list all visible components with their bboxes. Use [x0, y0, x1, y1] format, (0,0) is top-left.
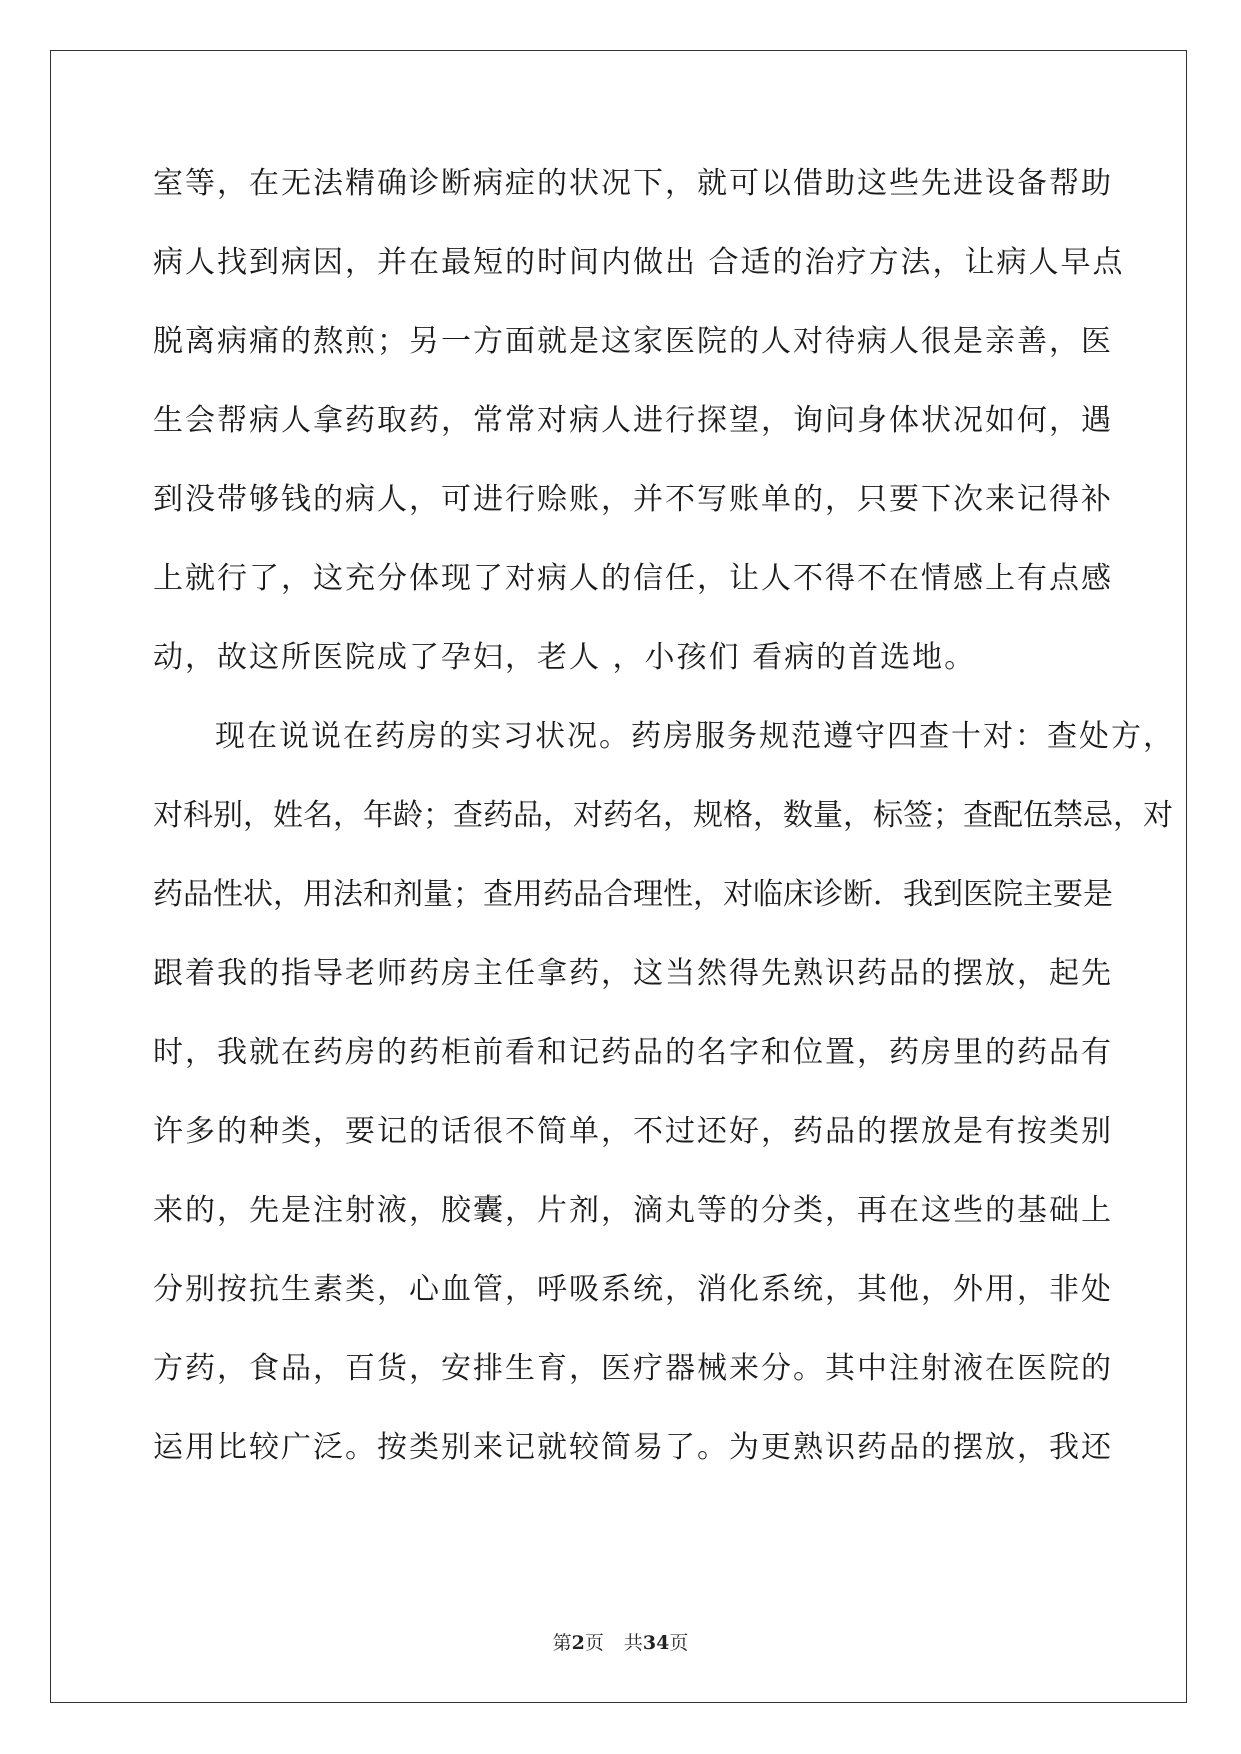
text-line: 到没带够钱的病人，可进行赊账，并不写账单的，只要下次来记得补 [153, 482, 1113, 517]
page-number: 2 [571, 1632, 585, 1654]
text-line: 脱离病痛的熬煎；另一方面就是这家医院的人对待病人很是亲善，医 [153, 324, 1113, 359]
text-line: 上就行了，这充分体现了对病人的信任，让人不得不在情感上有点感 [153, 561, 1113, 596]
footer-total-prefix: 共 [623, 1632, 643, 1654]
text-line: 时，我就在药房的药柜前看和记药品的名字和位置，药房里的药品有 [153, 1035, 1113, 1070]
footer-page-suffix: 页 [584, 1632, 604, 1654]
footer-total-suffix: 页 [669, 1632, 689, 1654]
text-line: 药品性状，用法和剂量；查用药品合理性，对临床诊断．我到医院主要是 [153, 877, 1113, 912]
text-line: 方药，食品，百货，安排生育，医疗器械来分。其中注射液在医院的 [153, 1351, 1113, 1386]
text-line: 动，故这所医院成了孕妇，老人 ，小孩们 看病的首选地。 [153, 640, 977, 675]
text-line: 病人找到病因，并在最短的时间内做出 合适的治疗方法，让病人早点 [153, 245, 1125, 280]
text-line: 室等，在无法精确诊断病症的状况下，就可以借助这些先进设备帮助 [153, 166, 1113, 201]
text-line: 生会帮病人拿药取药，常常对病人进行探望，询问身体状况如何，遇 [153, 403, 1113, 438]
text-line: 分别按抗生素类，心血管，呼吸系统，消化系统，其他，外用，非处 [153, 1272, 1113, 1307]
total-pages: 34 [642, 1632, 670, 1654]
document-body [153, 164, 1175, 1507]
text-line: 运用比较广泛。按类别来记就较简易了。为更熟识药品的摆放，我还 [153, 1430, 1113, 1465]
text-line: 对科别，姓名，年龄；查药品，对药名，规格，数量，标签；查配伍禁忌，对 [153, 798, 1173, 833]
text-line: 跟着我的指导老师药房主任拿药，这当然得先熟识药品的摆放，起先 [153, 956, 1113, 991]
page-footer [0, 1628, 1241, 1655]
text-line: 来的，先是注射液，胶囊，片剂，滴丸等的分类，再在这些的基础上 [153, 1193, 1113, 1228]
footer-prefix: 第 [552, 1632, 572, 1654]
paragraph-first-line: 现在说说在药房的实习状况。药房服务规范遵守四查十对：查处方， [215, 719, 1175, 754]
text-line: 许多的种类，要记的话很不简单，不过还好，药品的摆放是有按类别 [153, 1114, 1113, 1149]
